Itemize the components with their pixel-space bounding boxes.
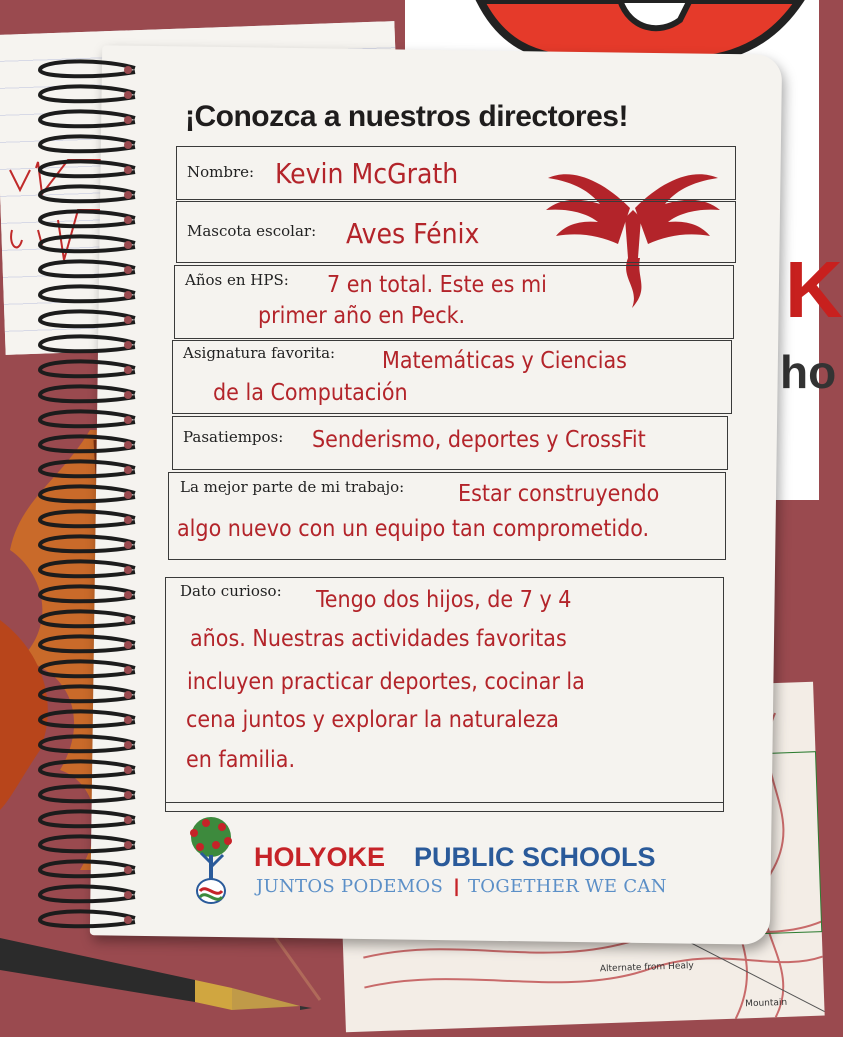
value-mascota: Aves Fénix: [346, 217, 480, 250]
label-mejor-parte: La mejor parte de mi trabajo:: [180, 478, 405, 496]
value-asignatura-line2: de la Computación: [213, 380, 408, 406]
value-anos-line2: primer año en Peck.: [258, 303, 466, 329]
value-dato-line: Tengo dos hijos, de 7 y 4: [316, 587, 572, 613]
label-mascota: Mascota escolar:: [187, 222, 317, 240]
value-dato-line: cena juntos y explorar la naturaleza: [186, 707, 559, 733]
tagline-spanish: JUNTOS PODEMOS: [256, 876, 444, 897]
value-anos-line1: 7 en total. Este es mi: [327, 272, 547, 298]
label-pasatiempos: Pasatiempos:: [183, 428, 284, 446]
value-mejor-parte-line2: algo nuevo con un equipo tan comprometido.: [177, 516, 650, 542]
org-name-public-schools: PUBLIC SCHOOLS: [414, 842, 656, 872]
label-asignatura: Asignatura favorita:: [183, 344, 336, 362]
value-asignatura-line1: Matemáticas y Ciencias: [382, 348, 627, 374]
hps-tree-logo-icon: [176, 815, 246, 907]
label-dato-curioso: Dato curioso:: [180, 582, 282, 600]
org-name-holyoke: HOLYOKE: [254, 842, 386, 872]
pen-icon: [0, 930, 330, 1020]
page-bottom-line: [165, 801, 724, 812]
background-partial-text: ho: [780, 346, 837, 398]
tagline-separator: |: [454, 876, 460, 896]
value-dato-line: en familia.: [186, 747, 296, 773]
value-dato-line: incluyen practicar deportes, cocinar la: [187, 669, 585, 695]
map-label: Alternate from Healy: [599, 961, 694, 975]
value-dato-line: años. Nuestras actividades favoritas: [190, 626, 567, 652]
spiral-binding-icon: [30, 52, 140, 932]
page-title: ¡Conozca a nuestros directores!: [185, 100, 628, 133]
value-nombre: Kevin McGrath: [275, 157, 459, 190]
value-mejor-parte-line1: Estar construyendo: [458, 481, 660, 507]
value-pasatiempos: Senderismo, deportes y CrossFit: [312, 427, 646, 453]
tagline-english: TOGETHER WE CAN: [468, 876, 667, 897]
label-anos: Años en HPS:: [185, 271, 289, 289]
map-label: Mountain: [745, 997, 788, 1010]
background-partial-letter: K: [785, 245, 843, 334]
label-nombre: Nombre:: [187, 163, 255, 181]
